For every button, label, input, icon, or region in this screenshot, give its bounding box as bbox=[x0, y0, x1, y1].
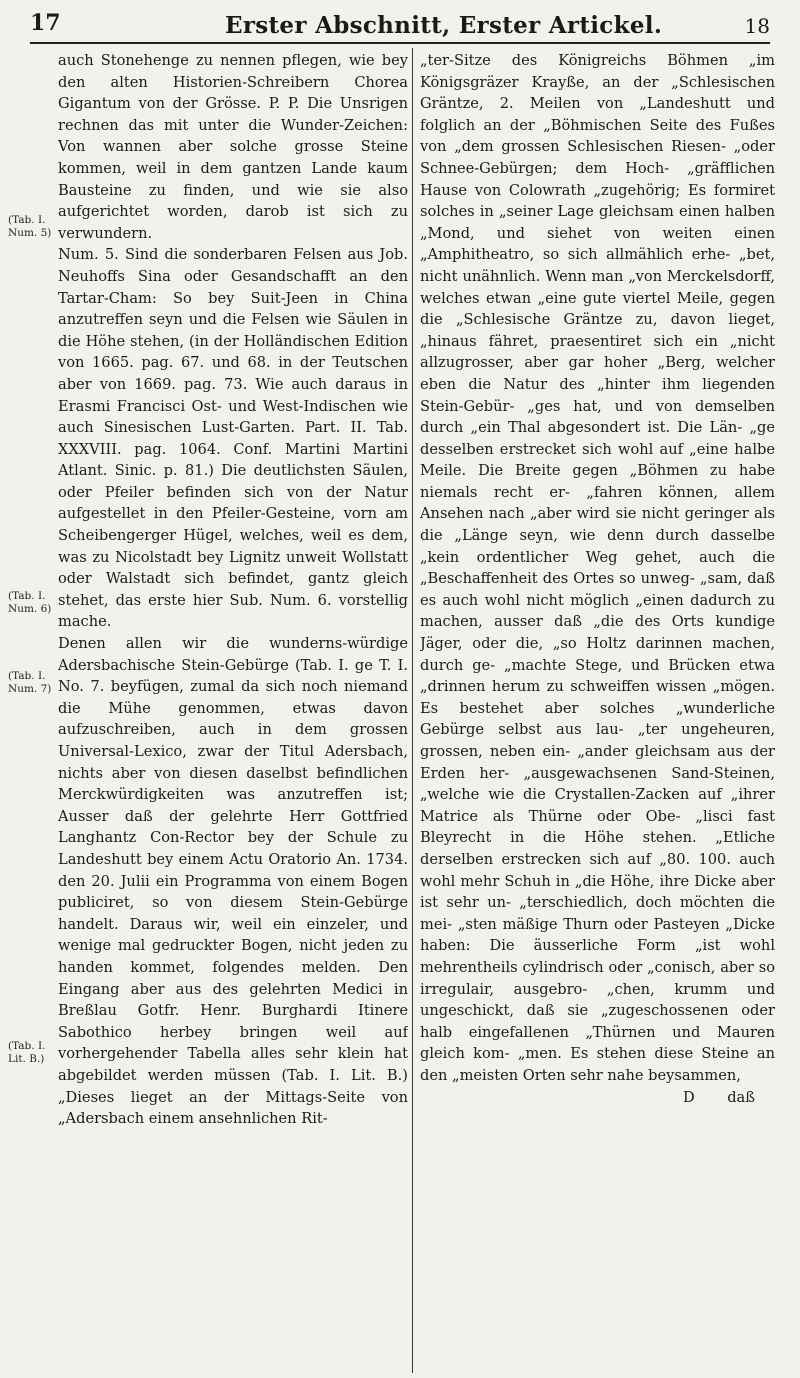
catchword-text: daß bbox=[727, 1088, 755, 1106]
paragraph: auch Stonehenge zu nennen pflegen, wie bey den alten Historien-Schreibern Chorea Gigantum von der Grösse. P. P. Die Unsrigen rechnen das mit unter die Wunder-Zeichen: Von wannen aber solche grosse Steine kommen, weil in dem gantzen Lande kaum Bausteine zu finden, und wie sie also aufgerichtet worden, darob ist sich zu verwundern. bbox=[58, 52, 408, 242]
page-header bbox=[30, 10, 770, 40]
running-title: Erster Abschnitt, Erster Artickel. bbox=[225, 12, 663, 39]
paragraph: Denen allen wir die wunderns-würdige Adersbachische Stein-Gebürge (Tab. I. ge T. I. No. 7. beyfügen, zumal da sich noch niemand die Mühe genommen, etwas davon aufzuschreiben, auch in dem grossen Universal-Lexico, zwar der Titul Adersbach, nichts aber von diesen daselbst befindlichen Merckwürdigkeiten was anzutreffen ist; Ausser daß der gelehrte Herr Gottfried Langhantz Con-Rector bey der Schule zu Landeshutt bey einem Actu Oratorio An. 1734. den 20. Julii ein Programma von einem Bogen publiciret, so von diesem Stein-Gebürge handelt. Daraus wir, weil ein einzeler, und wenige mal gedruckter Bogen, nicht jeden zu handen kommet, folgendes melden. Den Eingang aber aus des gelehrten Medici in Breßlau Gotfr. Henr. Burghardi Itinere Sabothico herbey bringen weil auf vorhergehender Tabella alles sehr klein hat abgebildet werden müssen (Tab. I. Lit. B.) „Dieses lieget an der Mittags-Seite von „Adersbach einem ansehnlichen Rit- bbox=[58, 635, 408, 1128]
paragraph: „ter-Sitze des Königreichs Böhmen „im Königsgräzer Krayße, an der „Schlesischen Gräntze, 2. Meilen von „Landeshutt und folglich an der „Böhmischen Seite des Fußes von „dem grossen Schlesischen Riesen- „oder Schnee-Gebürgen; dem Hoch- „gräfflichen Hause von Colowrath „zugehörig; Es formiret solches in „seiner Lage gleichsam einen halben „Mond, und siehet von weiten einen „Amphitheatro, so sich allmählich erhe- „bet, nicht unähnlich. Wenn man „von Merckelsdorff, welches etwan „eine gute viertel Meile, gegen die „Schlesische Gräntze zu, davon lieget, „hinaus fähret, praesentiret sich ein „nicht allzugrosser, aber gar hoher „Berg, welcher eben die Natur des „hinter ihm liegenden Stein-Gebür- „ges hat, und von demselben durch „ein Thal abgesondert ist. Die Län- „ge desselben erstrecket sich wohl auf „eine halbe Meile. Die Breite gegen „Böhmen zu habe niemals recht er- „fahren können, allem Ansehen nach „aber wird sie nicht geringer als die „Länge seyn, wie denn durch dasselbe „kein ordentlicher Weg gehet, auch die „Beschaffenheit des Ortes so unweg- „sam, daß es auch wohl nicht möglich „einen dadurch zu machen, ausser daß „die des Orts kundige Jäger, oder die, „so Holtz darinnen machen, durch ge- „machte Stege, und Brücken etwa „drinnen herum zu schweiffen wissen „mögen. Es bestehet aber solches „wunderliche Gebürge selbst aus lau- „ter ungeheuren, grossen, neben ein- „ander gleichsam aus der Erden her- „ausgewachsenen Sand-Steinen, „welche wie die Crystallen-Zacken auf „ihrer Matrice als Thürne oder Obe- „lisci fast Bleyrecht in die Höhe stehen. „Etliche derselben erstrecken sich auf „80. 100. auch wohl mehr Schuh in „die Höhe, ihre Dicke aber ist sehr un- „terschiedlich, doch möchten die mei- „sten mäßige Thurn oder Pasteyen „Dicke haben: Die äusserliche Form „ist wohl mehrentheils cylindrisch oder „conisch, aber so irregulair, ausgebro- „chen, krumm und ungeschickt, daß sie „zugeschossenen oder halb eingefallenen „Thürnen und Mauren gleich kom- „men. Es stehen diese Steine an den „meisten Orten sehr nahe beysammen, bbox=[420, 52, 775, 1084]
margin-note: (Tab. I. Num. 5) bbox=[8, 214, 52, 239]
page-number-right: 18 bbox=[744, 14, 770, 38]
margin-note: (Tab. I. Num. 7) bbox=[8, 670, 52, 695]
header-rule bbox=[30, 42, 770, 44]
column-divider bbox=[412, 48, 413, 1373]
paragraph: Num. 5. Sind die sonderbaren Felsen aus Job. Neuhoffs Sina oder Gesandschafft an den Tartar-Cham: So bey Suit-Jeen in China anzutreffen seyn und die Felsen wie Säulen in die Höhe stehen, (in der Holländischen Edition von 1665. pag. 67. und 68. in der Teutschen aber von 1669. pag. 73. Wie auch daraus in Erasmi Francisci Ost- und West-Indischen wie auch Sinesischen Lust-Garten. Part. II. Tab. XXXVIII. pag. 1064. Conf. Martini Martini Atlant. Sinic. p. 81.) Die deutlichsten Säulen, oder Pfeiler befinden sich von der Natur aufgestellet in den Pfeiler-Gesteine, vorn am Scheibengerger Hügel, welches, weil es dem, was zu Nicolstadt bey Lignitz unweit Wollstatt oder Walstadt sich befindet, gantz gleich stehet, das erste hier Sub. Num. 6. vorstellig mache. bbox=[58, 246, 408, 631]
margin-note: (Tab. I. Num. 6) bbox=[8, 590, 52, 615]
page-number-left: 17 bbox=[30, 10, 61, 36]
signature-mark: D bbox=[683, 1088, 695, 1106]
margin-note: (Tab. I. Lit. B.) bbox=[8, 1040, 46, 1065]
left-column bbox=[58, 50, 408, 1370]
catchword bbox=[420, 1087, 775, 1109]
right-column bbox=[420, 50, 775, 1370]
